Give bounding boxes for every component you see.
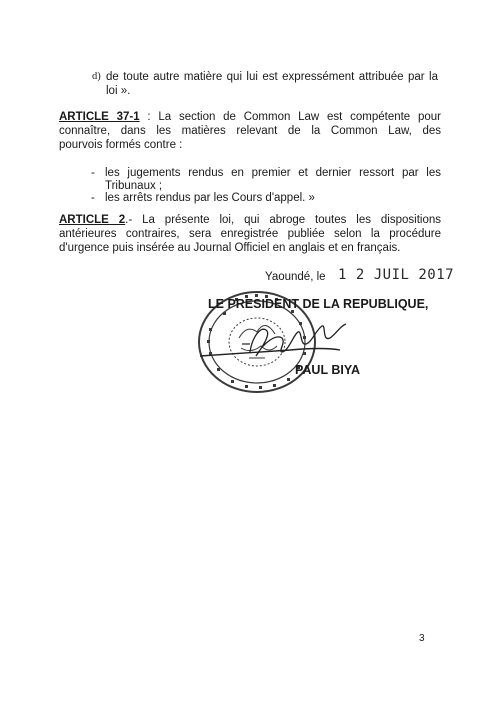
article-2-line1	[59, 213, 441, 227]
article-37-1-line2: connaître, dans les matières relevant de la Common Law, des	[59, 125, 441, 137]
article-2-line3: d'urgence puis insérée au Journal Officiel en anglais et en français.	[59, 242, 401, 254]
bullet-1-line1: les jugements rendus en premier et dernier ressort par les	[105, 167, 441, 179]
signature-place: Yaoundé, le	[265, 271, 326, 283]
bullet-dash-1: -	[91, 167, 95, 179]
article-37-1-colon: :	[139, 111, 151, 123]
article-2-suffix: .-	[125, 214, 133, 226]
item-marker: d)	[92, 71, 101, 82]
page-number: 3	[419, 633, 425, 644]
article-2-heading: ARTICLE 2	[59, 214, 126, 226]
item-d-line1: de toute autre matière qui lui est expressément attribuée par la	[106, 71, 438, 83]
article-37-1-line3: pourvois formés contre :	[59, 139, 183, 151]
president-name: PAUL BIYA	[295, 363, 361, 377]
item-d-line2: loi ».	[106, 85, 131, 97]
president-title: LE PRESIDENT DE LA REPUBLIQUE,	[208, 297, 429, 311]
article-2-text: La présente loi, qui abroge toutes les dispositions	[142, 214, 441, 226]
bullet-2-line1: les arrêts rendus par les Cours d'appel. »	[105, 192, 315, 204]
signature-date-stamp: 1 2 JUIL 2017	[338, 267, 455, 283]
bullet-dash-2: -	[91, 192, 95, 204]
article-2-line2: antérieures contraires, sera enregistrée publiée selon la procédure	[59, 228, 441, 240]
article-37-1-heading: ARTICLE 37-1	[59, 111, 140, 123]
article-37-1-text: La section de Common Law est compétente pour	[158, 111, 441, 123]
article-37-1-line1	[59, 110, 441, 124]
bullet-1-line2: Tribunaux ;	[105, 180, 163, 192]
